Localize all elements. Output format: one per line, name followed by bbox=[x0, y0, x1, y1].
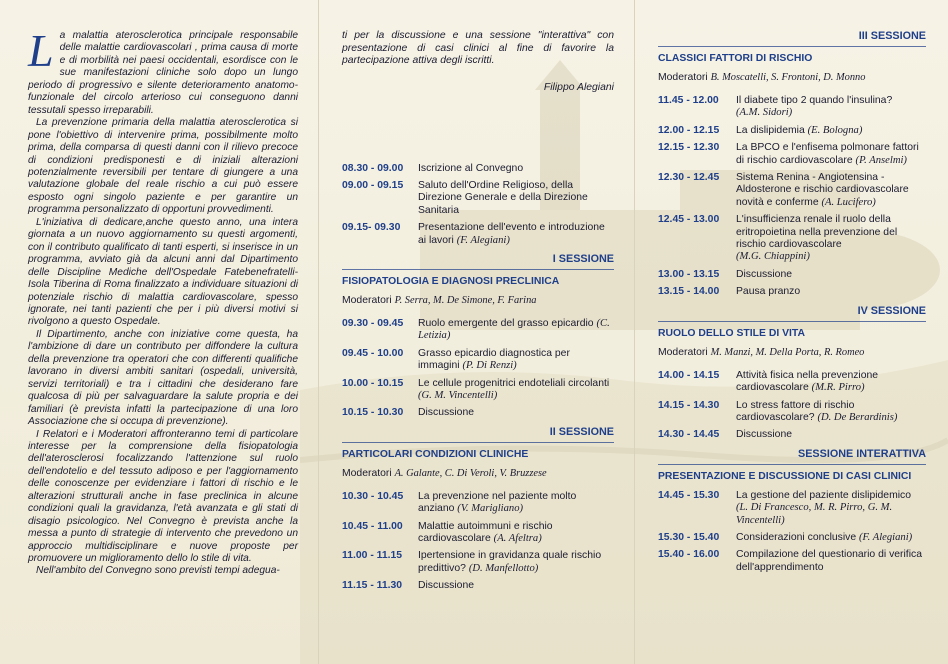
schedule-row bbox=[658, 400, 926, 425]
schedule-row bbox=[342, 491, 614, 516]
introduction-text-column bbox=[28, 25, 298, 578]
moderators-names: A. Galante, C. Di Veroli, V. Bruzzese bbox=[394, 467, 547, 479]
speaker: (A. Afeltra) bbox=[493, 533, 542, 544]
time-slot: 15.30 - 15.40 bbox=[658, 531, 720, 543]
time-slot: 10.00 - 10.15 bbox=[342, 377, 404, 389]
session-title: CLASSICI FATTORI DI RISCHIO bbox=[658, 53, 813, 64]
column-divider bbox=[634, 0, 635, 664]
moderators-line bbox=[658, 72, 926, 83]
talk-title: Malattie autoimmuni e rischio cardiovascolare bbox=[418, 520, 553, 544]
speaker: (G. M. Vincentelli) bbox=[418, 389, 498, 401]
moderators-label: Moderatori bbox=[342, 294, 392, 306]
moderators-names: B. Moscatelli, S. Frontoni, D. Monno bbox=[710, 72, 866, 83]
opening-schedule bbox=[342, 163, 614, 247]
time-slot: 08.30 - 09.00 bbox=[342, 162, 404, 174]
moderators-names: P. Serra, M. De Simone, F. Farina bbox=[394, 294, 537, 306]
time-slot: 09.15- 09.30 bbox=[342, 222, 401, 234]
talk-title: Discussione bbox=[418, 407, 475, 419]
talk-title: Grasso epicardio diagnostica per immagini bbox=[418, 347, 570, 372]
time-slot: 12.00 - 12.15 bbox=[658, 124, 720, 136]
time-slot: 14.15 - 14.30 bbox=[658, 399, 720, 411]
schedule-row bbox=[658, 490, 926, 527]
time-slot: 11.45 - 12.00 bbox=[658, 95, 719, 106]
talk-title: Compilazione del questionario di verifica dell'apprendimento bbox=[736, 549, 922, 573]
talk-title: Saluto dell'Ordine Religioso, della Direzione Generale e della Direzione Sanitaria bbox=[418, 179, 588, 216]
schedule-row bbox=[658, 172, 926, 209]
moderators-label: Moderatori bbox=[342, 467, 392, 479]
talk-title: Discussione bbox=[736, 429, 793, 441]
session-title: RUOLO DELLO STILE DI VITA bbox=[658, 327, 806, 339]
time-slot: 10.45 - 11.00 bbox=[342, 520, 403, 532]
session-rule bbox=[342, 442, 614, 443]
speaker: (A.M. Sidori) bbox=[736, 107, 793, 119]
session-label: III SESSIONE bbox=[858, 30, 926, 42]
talk-title: Ipertensione in gravidanza quale rischio predittivo? bbox=[418, 550, 602, 574]
session-label: IV SESSIONE bbox=[857, 304, 926, 317]
session-rule bbox=[658, 46, 926, 47]
schedule-row bbox=[658, 95, 926, 120]
moderators-names: M. Manzi, M. Della Porta, R. Romeo bbox=[710, 346, 865, 358]
schedule-row bbox=[658, 269, 926, 281]
time-slot: 12.45 - 13.00 bbox=[658, 214, 720, 226]
talk-title: Pausa pranzo bbox=[736, 286, 801, 298]
time-slot: 14.45 - 15.30 bbox=[658, 489, 720, 501]
talk-title: Considerazioni conclusive bbox=[736, 531, 857, 543]
talk-title: Presentazione dell'evento e introduzione ai lavori bbox=[418, 222, 605, 246]
time-slot: 14.30 - 14.45 bbox=[658, 429, 720, 441]
time-slot: 12.30 - 12.45 bbox=[658, 172, 720, 184]
talk-title: Sistema Renina - Angiotensina - Aldosterone e rischio cardiovascolare novità e conferme bbox=[736, 172, 909, 208]
speaker: (D. De Berardinis) bbox=[817, 411, 898, 423]
time-slot: 13.15 - 14.00 bbox=[658, 286, 720, 298]
signature: Filippo Alegiani bbox=[543, 81, 614, 93]
talk-title: La prevenzione nel paziente molto anziano bbox=[418, 490, 577, 515]
time-slot: 11.15 - 11.30 bbox=[342, 580, 403, 592]
schedule-row bbox=[342, 550, 614, 575]
speaker: (V. Marigliano) bbox=[457, 503, 524, 515]
talk-title: Discussione bbox=[418, 580, 475, 592]
speaker: (D. Manfellotto) bbox=[468, 562, 539, 574]
speaker: (E. Bologna) bbox=[807, 124, 863, 136]
moderators-line bbox=[342, 295, 614, 306]
time-slot: 13.00 - 13.15 bbox=[658, 268, 720, 280]
session-rule bbox=[342, 269, 614, 270]
time-slot: 09.45 - 10.00 bbox=[342, 347, 404, 359]
schedule-row bbox=[658, 125, 926, 137]
schedule-row bbox=[658, 429, 926, 441]
session-title: PRESENTAZIONE E DISCUSSIONE DI CASI CLINICI bbox=[658, 470, 912, 482]
session-label: I SESSIONE bbox=[552, 252, 614, 265]
schedule-row bbox=[658, 549, 926, 574]
talk-title: La gestione del paziente dislipidemico bbox=[736, 489, 912, 501]
session-label: SESSIONE INTERATTIVA bbox=[798, 447, 926, 460]
speaker: (L. Di Francesco, M. R. Pirro, G. M. Vincentelli) bbox=[736, 502, 893, 526]
talk-title: Le cellule progenitrici endoteliali circolanti bbox=[418, 377, 610, 389]
moderators-line bbox=[658, 347, 926, 358]
schedule-row bbox=[658, 370, 926, 395]
talk-title: L'insufficienza renale il ruolo della eritropoietina nella prevenzione del rischio cardiovascolare bbox=[736, 214, 898, 251]
speaker: (P. Anselmi) bbox=[855, 154, 907, 166]
speaker: (A. Lucifero) bbox=[821, 196, 876, 208]
speaker: (M.R. Pirro) bbox=[811, 382, 865, 394]
schedule-row bbox=[342, 180, 614, 217]
talk-title: Ruolo emergente del grasso epicardio bbox=[418, 317, 594, 329]
schedule-row bbox=[658, 142, 926, 167]
schedule-row bbox=[342, 348, 614, 373]
schedule-row bbox=[342, 163, 614, 175]
schedule-row bbox=[342, 580, 614, 592]
speaker: (F. Alegiani) bbox=[456, 234, 510, 246]
schedule-row bbox=[342, 407, 614, 419]
intro-paragraph: L'iniziativa di dedicare,anche questo anno, una intera giornata a un nuovo aggiornamento su questi argomenti, con il contributo qualificato di tanti esperti, si inserisce in un programma, avviato già da alcuni anni dal Dipartimento delle Discipline Mediche dell'Ospedale Fatebenefratelli-Isola Tiberina di Roma finalizzato a individuare situazioni di potenziale rischio di malattia cardiovascolare, spesso ignorate, nei tanti pazienti che per i più diversi motivi si rivolgono a questo Ospedale. bbox=[28, 216, 298, 328]
talk-title: Iscrizione al Convegno bbox=[418, 162, 524, 174]
session-label: II SESSIONE bbox=[549, 425, 614, 438]
intro-continuation: ti per la discussione e una sessione "interattiva" con presentazione di casi clinici al fine di favorire la partecipazione attiva degli iscritti. bbox=[342, 30, 614, 66]
session-title: FISIOPATOLOGIA E DIAGNOSI PRECLINICA bbox=[342, 275, 560, 287]
intro-paragraph: a malattia aterosclerotica principale responsabile delle malattie cardiovascolari , prima causa di morte e di morbilità nei paesi occidentali, esordisce con le sue manifestazioni cliniche solo dopo un lungo periodo di progressivo e silente deterioramento anatomo-funzionale del circolo arterioso cui conseguono danni tessutali spesso irreparabili. bbox=[28, 30, 298, 116]
speaker: (P. Di Renzi) bbox=[462, 360, 517, 372]
speaker: (M.G. Chiappini) bbox=[736, 251, 810, 263]
time-slot: 09.30 - 09.45 bbox=[342, 317, 404, 329]
session-title: PARTICOLARI CONDIZIONI CLINICHE bbox=[342, 448, 529, 460]
moderators-label: Moderatori bbox=[658, 346, 708, 358]
time-slot: 10.30 - 10.45 bbox=[342, 490, 404, 502]
time-slot: 14.00 - 14.15 bbox=[658, 369, 720, 381]
program-column-middle bbox=[342, 30, 614, 598]
talk-title: Discussione bbox=[736, 268, 793, 280]
moderators-label: Moderatori bbox=[658, 72, 708, 83]
schedule-row bbox=[342, 318, 614, 343]
time-slot: 11.00 - 11.15 bbox=[342, 550, 403, 562]
session-rule bbox=[658, 321, 926, 322]
speaker: (F. Alegiani) bbox=[859, 531, 913, 543]
dropcap-letter: L bbox=[28, 25, 54, 76]
intro-paragraph: Il Dipartimento, anche con iniziative come questa, ha l'ambizione di dare un contributo per diffondere la cultura della prevenzione tra operatori che con differenti qualifiche lavorano in diversi ambiti sanitari (ospedali, università, servizi territoriali) e tra i cittadini che desiderano fare qualcosa di più per salvaguardare la salute propria e dei familiari (è prevista infatti la partecipazione di una loro Associazione che si occupa di prevenzione). bbox=[28, 328, 298, 428]
time-slot: 10.15 - 10.30 bbox=[342, 407, 404, 419]
schedule-row bbox=[658, 214, 926, 264]
intro-paragraph: I Relatori e i Moderatori affronteranno temi di particolare interesse per la comprensione della fisiopatologia dell'aterosclerosi focalizzando l'attenzione sul ruolo dell'endotelio e del tessuto adiposo e per l'aggiornamento delle conoscenze per evidenziare i fattori di rischio e le alterazioni strutturali anche in fase preclinica in alcune condizioni quali la gravidanza, l'età avanzata e gli stati di disagio psicologico. Nel Convegno è prevista anche la messa a punto di strategie di intervento che prevedono un approccio multidisciplinare e nuove proposte per promuovere un miglioramento dello lo stile di vita. bbox=[28, 428, 298, 565]
program-column-right bbox=[658, 30, 926, 579]
talk-title: Il diabete tipo 2 quando l'insulina? bbox=[736, 95, 893, 106]
session-rule bbox=[658, 464, 926, 465]
schedule-row bbox=[658, 286, 926, 298]
talk-title: Attività fisica nella prevenzione cardiovascolare bbox=[736, 369, 879, 394]
time-slot: 15.40 - 16.00 bbox=[658, 549, 720, 561]
talk-title: La dislipidemia bbox=[736, 124, 805, 136]
talk-title: Lo stress fattore di rischio cardiovascolare? bbox=[736, 399, 855, 423]
time-slot: 09.00 - 09.15 bbox=[342, 179, 404, 191]
column-divider bbox=[318, 0, 319, 664]
moderators-line bbox=[342, 468, 614, 479]
schedule-row bbox=[342, 378, 614, 403]
schedule-row bbox=[658, 532, 926, 544]
speaker: (C. Letizia) bbox=[418, 317, 610, 342]
time-slot: 12.15 - 12.30 bbox=[658, 142, 720, 154]
schedule-row bbox=[342, 222, 614, 247]
schedule-row bbox=[342, 521, 614, 546]
intro-paragraph: La prevenzione primaria della malattia aterosclerotica si pone l'obiettivo di intervenire prima, possibilmente molto prima, della comparsa di questi danni con il rilievo precoce di condizioni predisponesti e di iniziali alterazioni potenzialmente reversibili per tentare di giungere a una valutazione globale del reale rischio a cui può essere esposto ogni singolo paziente e per garantire un programma personalizzato di opportuni provvedimenti. bbox=[28, 117, 298, 216]
intro-paragraph: Nell'ambito del Convegno sono previsti tempi adegua- bbox=[36, 565, 280, 577]
talk-title: La BPCO e l'enfisema polmonare fattori di rischio cardiovascolare bbox=[736, 142, 919, 166]
